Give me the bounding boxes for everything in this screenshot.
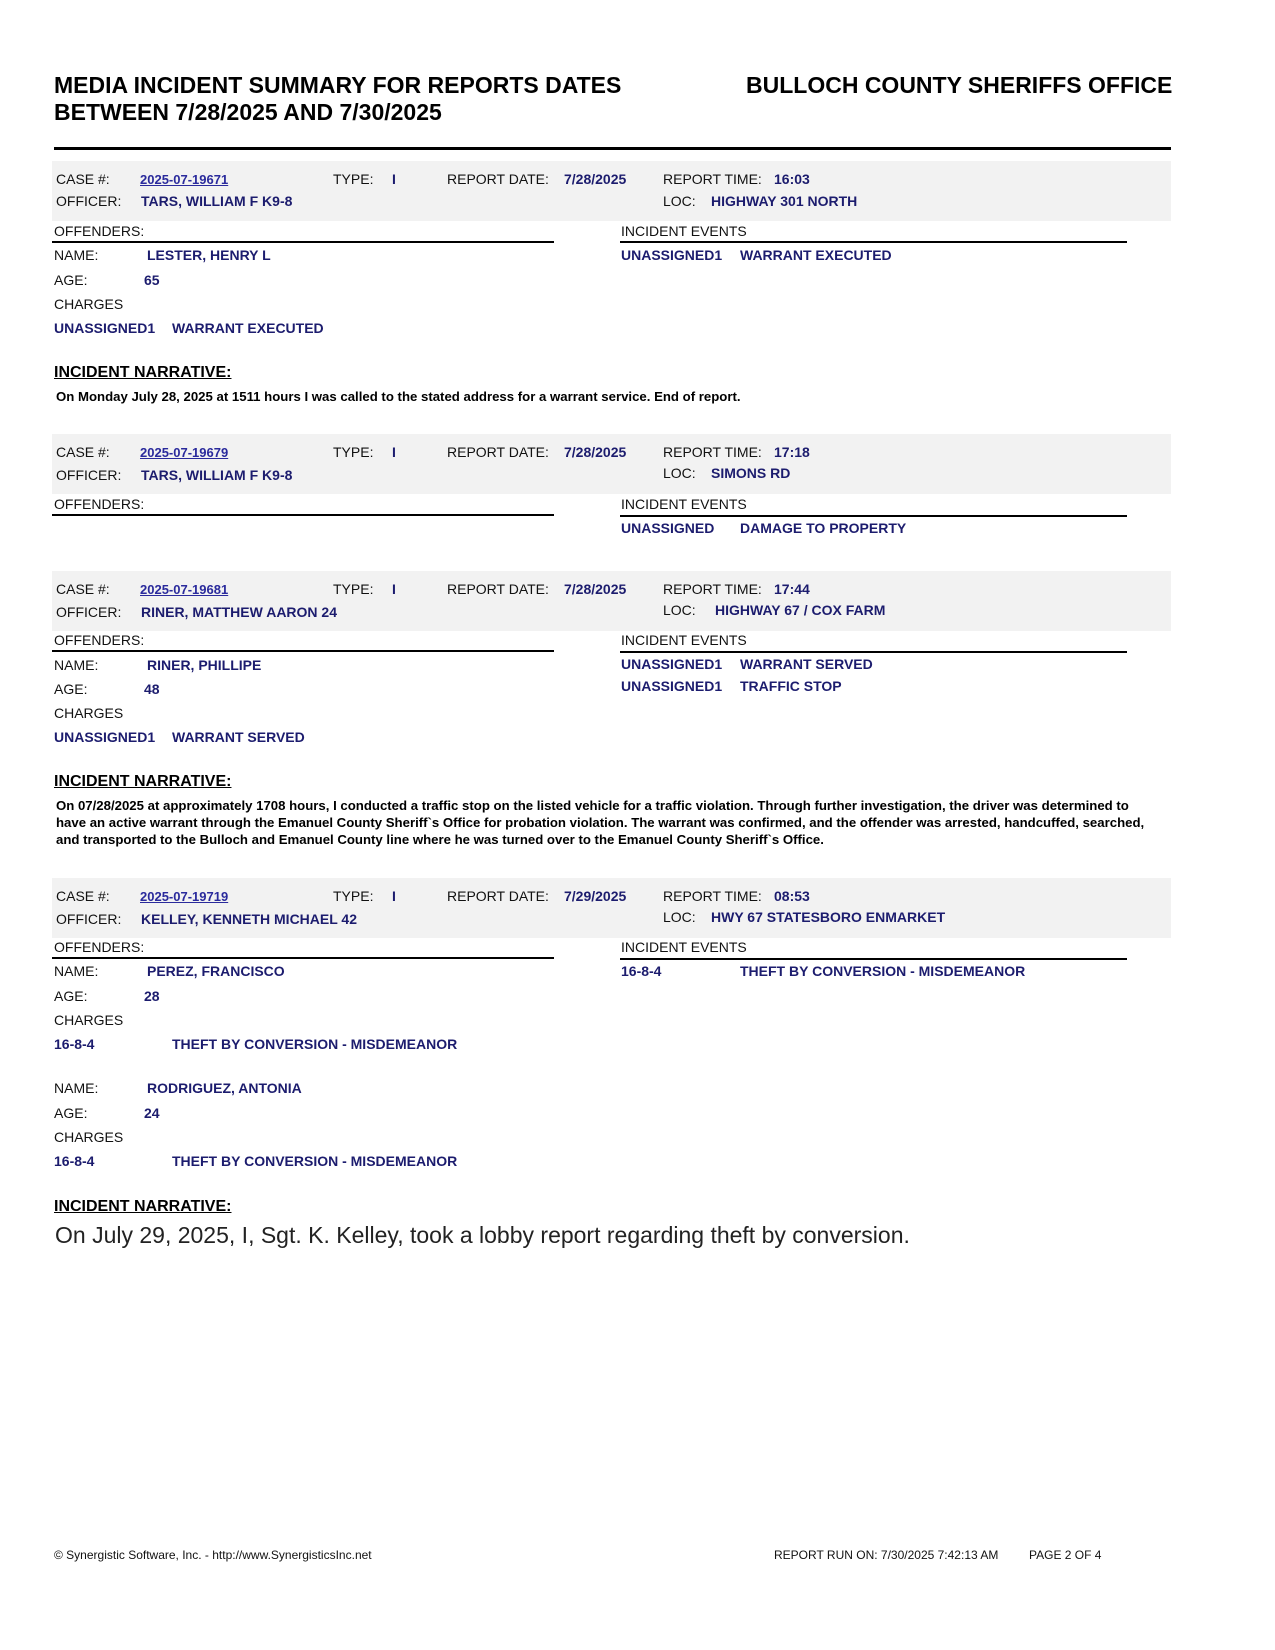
offenders-underline xyxy=(52,514,554,516)
loc-label: LOC: xyxy=(663,909,696,925)
loc-value: SIMONS RD xyxy=(711,465,791,481)
case-header-band xyxy=(52,434,1171,494)
offender-name: RODRIGUEZ, ANTONIA xyxy=(147,1080,302,1096)
charges-label: CHARGES xyxy=(54,705,124,721)
case-header-band xyxy=(52,571,1171,631)
agency-name: BULLOCH COUNTY SHERIFFS OFFICE xyxy=(746,72,1173,98)
case-label: CASE #: xyxy=(56,888,110,904)
name-label: NAME: xyxy=(54,1080,99,1096)
offender-age: 28 xyxy=(144,988,160,1004)
case-header-band xyxy=(52,161,1171,221)
offenders-underline xyxy=(52,957,554,959)
offender-name: PEREZ, FRANCISCO xyxy=(147,963,285,979)
event-code: UNASSIGNED1 xyxy=(621,656,723,672)
footer-run-on: REPORT RUN ON: 7/30/2025 7:42:13 AM xyxy=(774,1548,999,1562)
report-time-value: 08:53 xyxy=(774,888,810,904)
event-desc: DAMAGE TO PROPERTY xyxy=(740,520,907,536)
event-code: UNASSIGNED1 xyxy=(621,678,723,694)
narrative-text: On 07/28/2025 at approximately 1708 hours, I conducted a traffic stop on the listed vehicle for a traffic violation. Through further investigation, the driver was determined to have an active warrant through the Emanuel County Sheriff`s Office for probation violation. The warrant was confirmed, and the offender was arrested, handcuffed, searched, and transported to the Bulloch and Emanuel County line where he was turned over to the Emanuel County Sheriff`s Office. xyxy=(56,798,1145,847)
offender-age: 24 xyxy=(144,1105,160,1121)
loc-label: LOC: xyxy=(663,602,696,618)
report-date-value: 7/28/2025 xyxy=(564,171,627,187)
case-number-link[interactable]: 2025-07-19719 xyxy=(140,889,229,904)
age-label: AGE: xyxy=(54,272,88,288)
report-date-value: 7/28/2025 xyxy=(564,444,627,460)
charge-code: UNASSIGNED1 xyxy=(54,320,156,336)
incident-events-label: INCIDENT EVENTS xyxy=(621,632,747,648)
charges-label: CHARGES xyxy=(54,1012,124,1028)
report-time-label: REPORT TIME: xyxy=(663,581,762,597)
loc-value: HIGHWAY 301 NORTH xyxy=(711,193,858,209)
loc-value: HIGHWAY 67 / COX FARM xyxy=(715,602,886,618)
type-label: TYPE: xyxy=(333,888,374,904)
event-desc: THEFT BY CONVERSION - MISDEMEANOR xyxy=(740,963,1026,979)
age-label: AGE: xyxy=(54,988,88,1004)
case-label: CASE #: xyxy=(56,171,110,187)
officer-label: OFFICER: xyxy=(56,467,122,483)
case-number-link[interactable]: 2025-07-19671 xyxy=(140,172,229,187)
charges-label: CHARGES xyxy=(54,296,124,312)
report-title-line1: MEDIA INCIDENT SUMMARY FOR REPORTS DATES xyxy=(54,72,622,98)
events-underline xyxy=(620,651,1127,653)
offenders-label: OFFENDERS: xyxy=(54,223,145,239)
report-time-value: 16:03 xyxy=(774,171,810,187)
name-label: NAME: xyxy=(54,963,99,979)
case-label: CASE #: xyxy=(56,444,110,460)
report-time-label: REPORT TIME: xyxy=(663,444,762,460)
loc-value: HWY 67 STATESBORO ENMARKET xyxy=(711,909,946,925)
officer-label: OFFICER: xyxy=(56,193,122,209)
loc-label: LOC: xyxy=(663,465,696,481)
offenders-label: OFFENDERS: xyxy=(54,632,145,648)
event-desc: WARRANT SERVED xyxy=(740,656,873,672)
name-label: NAME: xyxy=(54,657,99,673)
report-date-value: 7/29/2025 xyxy=(564,888,627,904)
officer-label: OFFICER: xyxy=(56,911,122,927)
type-value: I xyxy=(392,888,396,904)
type-value: I xyxy=(392,444,396,460)
age-label: AGE: xyxy=(54,1105,88,1121)
event-code: 16-8-4 xyxy=(621,963,662,979)
charge-desc: WARRANT EXECUTED xyxy=(172,320,324,336)
offender-name: LESTER, HENRY L xyxy=(147,247,271,263)
report-date-label: REPORT DATE: xyxy=(447,444,549,460)
officer-label: OFFICER: xyxy=(56,604,122,620)
incident-events-label: INCIDENT EVENTS xyxy=(621,223,747,239)
officer-value: TARS, WILLIAM F K9-8 xyxy=(141,193,293,209)
charge-desc: WARRANT SERVED xyxy=(172,729,305,745)
report-time-label: REPORT TIME: xyxy=(663,888,762,904)
report-date-value: 7/28/2025 xyxy=(564,581,627,597)
offenders-label: OFFENDERS: xyxy=(54,939,145,955)
narrative-heading: INCIDENT NARRATIVE: xyxy=(54,1198,232,1215)
event-code: UNASSIGNED xyxy=(621,520,715,536)
officer-value: RINER, MATTHEW AARON 24 xyxy=(141,604,337,620)
report-date-label: REPORT DATE: xyxy=(447,171,549,187)
officer-value: KELLEY, KENNETH MICHAEL 42 xyxy=(141,911,357,927)
events-underline xyxy=(620,241,1127,243)
incident-events-label: INCIDENT EVENTS xyxy=(621,939,747,955)
narrative-heading: INCIDENT NARRATIVE: xyxy=(54,773,232,790)
offender-age: 65 xyxy=(144,272,160,288)
charge-code: 16-8-4 xyxy=(54,1036,95,1052)
type-value: I xyxy=(392,581,396,597)
officer-value: TARS, WILLIAM F K9-8 xyxy=(141,467,293,483)
charges-label: CHARGES xyxy=(54,1129,124,1145)
case-number-link[interactable]: 2025-07-19679 xyxy=(140,445,229,460)
offender-name: RINER, PHILLIPE xyxy=(147,657,262,673)
events-underline xyxy=(620,515,1127,517)
incident-events-label: INCIDENT EVENTS xyxy=(621,496,747,512)
event-desc: TRAFFIC STOP xyxy=(740,678,842,694)
report-date-label: REPORT DATE: xyxy=(447,581,549,597)
offenders-underline xyxy=(52,650,554,652)
type-label: TYPE: xyxy=(333,581,374,597)
charge-desc: THEFT BY CONVERSION - MISDEMEANOR xyxy=(172,1153,458,1169)
header-divider xyxy=(54,147,1171,150)
type-label: TYPE: xyxy=(333,444,374,460)
narrative-text: On July 29, 2025, I, Sgt. K. Kelley, took a lobby report regarding theft by conversion. xyxy=(55,1222,910,1248)
footer-copyright: © Synergistic Software, Inc. - http://www.SynergisticsInc.net xyxy=(54,1548,372,1562)
event-desc: WARRANT EXECUTED xyxy=(740,247,892,263)
report-time-value: 17:18 xyxy=(774,444,810,460)
events-underline xyxy=(620,958,1127,960)
case-label: CASE #: xyxy=(56,581,110,597)
report-title-line2: BETWEEN 7/28/2025 AND 7/30/2025 xyxy=(54,99,442,125)
type-value: I xyxy=(392,171,396,187)
narrative-text: On Monday July 28, 2025 at 1511 hours I was called to the stated address for a warrant service. End of report. xyxy=(56,389,741,404)
case-header-band xyxy=(52,878,1171,938)
case-number-link[interactable]: 2025-07-19681 xyxy=(140,582,229,597)
report-time-value: 17:44 xyxy=(774,581,810,597)
age-label: AGE: xyxy=(54,681,88,697)
offenders-underline xyxy=(52,241,554,243)
charge-code: 16-8-4 xyxy=(54,1153,95,1169)
charge-code: UNASSIGNED1 xyxy=(54,729,156,745)
event-code: UNASSIGNED1 xyxy=(621,247,723,263)
offenders-label: OFFENDERS: xyxy=(54,496,145,512)
loc-label: LOC: xyxy=(663,193,696,209)
narrative-heading: INCIDENT NARRATIVE: xyxy=(54,364,232,381)
report-date-label: REPORT DATE: xyxy=(447,888,549,904)
name-label: NAME: xyxy=(54,247,99,263)
footer-page-number: PAGE 2 OF 4 xyxy=(1029,1548,1102,1562)
report-time-label: REPORT TIME: xyxy=(663,171,762,187)
type-label: TYPE: xyxy=(333,171,374,187)
charge-desc: THEFT BY CONVERSION - MISDEMEANOR xyxy=(172,1036,458,1052)
offender-age: 48 xyxy=(144,681,160,697)
